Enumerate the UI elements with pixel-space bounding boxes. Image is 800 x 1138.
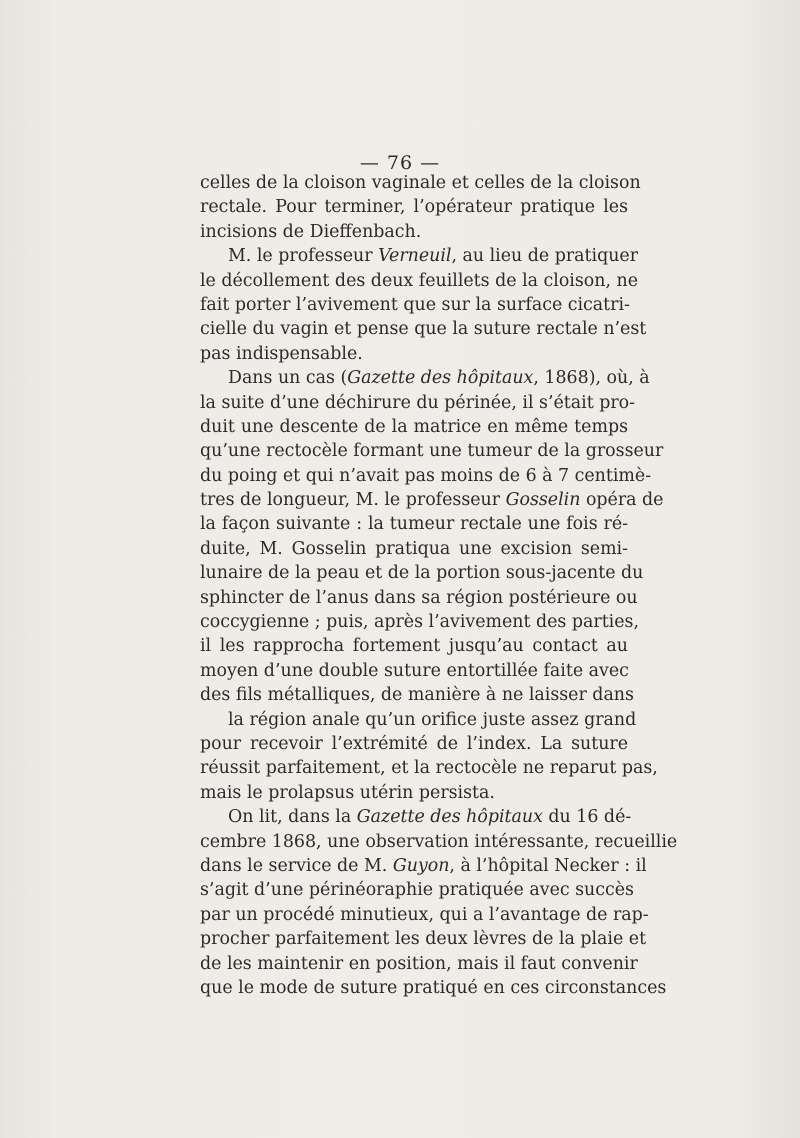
text-line: tres de longueur, M. le professeur Gosselin opéra de — [200, 490, 664, 511]
text-line: des fils métalliques, de manière à ne laisser dans — [200, 685, 634, 706]
text-line: duit une descente de la matrice en même temps — [200, 416, 628, 437]
text-line: la façon suivante : la tumeur rectale une fois ré- — [200, 514, 628, 535]
text-line: lunaire de la peau et de la portion sous-jacente du — [200, 563, 644, 584]
text-line: il les rapprocha fortement jusqu’au contact au — [200, 636, 628, 657]
text-line: moyen d’une double suture entortillée faite avec — [200, 660, 629, 681]
text-line: fait porter l’avivement que sur la surface cicatri- — [200, 294, 630, 315]
text-line: que le mode de suture pratiqué en ces circonstances — [200, 977, 667, 998]
text-line: M. le professeur Verneuil, au lieu de pratiquer — [228, 246, 639, 267]
text-line: pour recevoir l’extrémité de l’index. La suture — [200, 733, 628, 754]
text-line: sphincter de l’anus dans sa région postérieure ou — [200, 587, 638, 608]
text-line: par un procédé minutieux, qui a l’avantage de rap- — [200, 904, 649, 925]
text-line: dans le service de M. Guyon, à l’hôpital Necker : il — [200, 855, 647, 876]
text-line: de les maintenir en position, mais il faut convenir — [200, 953, 638, 974]
text-line: On lit, dans la Gazette des hôpitaux du 16 dé- — [228, 807, 632, 828]
text-line: cielle du vagin et pense que la suture rectale n’est — [200, 319, 647, 340]
text-line: le décollement des deux feuillets de la cloison, ne — [200, 270, 639, 291]
text-line: cembre 1868, une observation intéressante, recueillie — [200, 831, 678, 852]
italic-reference: Guyon — [392, 855, 450, 876]
italic-reference: Verneuil — [378, 246, 452, 267]
text-line: la suite d’une déchirure du périnée, il s’était pro- — [200, 392, 636, 413]
page-number: — 76 — — [359, 152, 441, 174]
text-line: du poing et qui n’avait pas moins de 6 à 7 centimè- — [200, 465, 652, 486]
text-line: coccygienne ; puis, après l’avivement des parties, — [200, 612, 639, 633]
text-line: duite, M. Gosselin pratiqua une excision semi- — [200, 538, 628, 559]
text-line: Dans un cas (Gazette des hôpitaux, 1868), où, à — [228, 368, 650, 389]
text-line: incisions de Dieffenbach. — [200, 221, 422, 242]
italic-reference: Gazette des hôpitaux — [356, 807, 543, 828]
text-line: mais le prolapsus utérin persista. — [200, 782, 495, 803]
text-line: réussit parfaitement, et la rectocèle ne reparut pas, — [200, 758, 658, 779]
text-line: la région anale qu’un orifice juste assez grand — [228, 709, 637, 730]
text-line: procher parfaitement les deux lèvres de la plaie et — [200, 929, 647, 950]
body-text — [200, 171, 678, 1000]
text-line: pas indispensable. — [200, 343, 363, 364]
italic-reference: Gosselin — [505, 490, 581, 511]
italic-reference: Gazette des hôpitaux — [347, 368, 534, 389]
text-line: rectale. Pour terminer, l’opérateur pratique les — [200, 197, 628, 218]
text-line: s’agit d’une périnéoraphie pratiquée avec succès — [200, 880, 634, 901]
text-line: celles de la cloison vaginale et celles de la cloison — [200, 173, 641, 193]
text-line: qu’une rectocèle formant une tumeur de la grosseur — [200, 441, 664, 462]
